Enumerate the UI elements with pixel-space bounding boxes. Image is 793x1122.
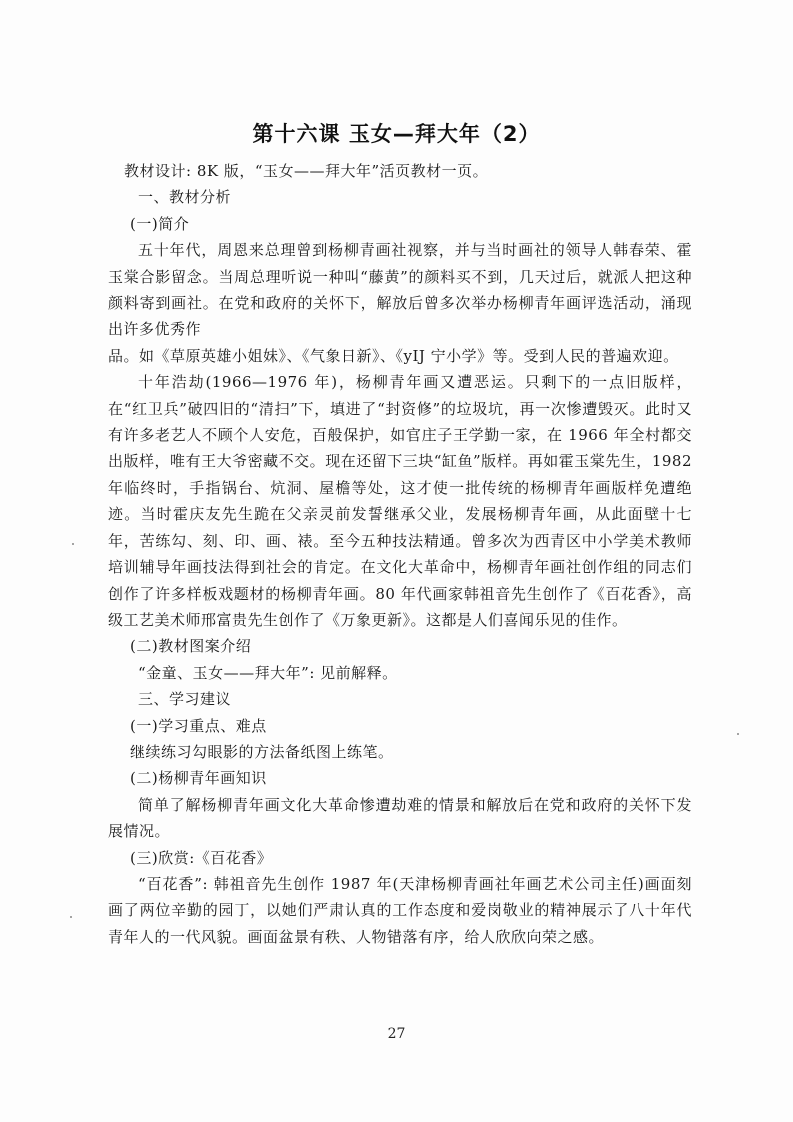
subsection-heading-pattern: (二)教材图案介绍 (130, 637, 252, 656)
scan-speck (72, 543, 74, 545)
pattern-description: “金童、玉女——拜大年”: 见前解释。 (138, 663, 398, 682)
material-design-line: 教材设计: 8K 版，“玉女——拜大年”活页教材一页。 (124, 162, 489, 180)
history-paragraph: 十年浩劫(1966—1976 年)，杨柳青年画又遭恶运。只剩下的一点旧版样，在“红卫兵”破四旧的“清扫”下，填进了“封资修”的垃圾坑，再一次惨遭毁灭。此时又有许多老艺人不顾个人安危，百般保护，如官庄子王学勤一家，在 1966 年全村都交出版样，唯有王大爷密藏不交。现在还留下三块“缸鱼”版样。再如霍玉棠先生，1982 年临终时，手指锅台、炕洞、屋檐等处，这才使一批传统的杨柳青年画版样免遭绝迹。当时霍庆友先生跪在父亲灵前发誓继承父业，发展杨柳青年画，从此面壁十七年，苦练勾、刻、印、画、裱。至今五种技法精通。曾多次为西青区中小学美术教师培训辅导年画技法得到社会的肯定。在文化大革命中，杨柳青年画社创作组的同志们创作了许多样板戏题材的杨柳青年画。80 年代画家韩祖音先生创作了《百花香》，高级工艺美术师邢富贵先生创作了《万象更新》。这都是人们喜闻乐见的佳作。 (108, 373, 692, 629)
page-number: 27 (387, 1026, 406, 1042)
intro-paragraph: 五十年代，周恩来总理曾到杨柳青画社视察，并与当时画社的领导人韩春荣、霍玉棠合影留念。当周总理听说一种叫“藤黄”的颜料买不到，几天过后，就派人把这种颜料寄到画社。在党和政府的关怀下，解放后曾多次举办杨柳青年画评选活动，涌现出许多优秀作 (108, 241, 692, 339)
scan-speck (70, 916, 72, 918)
focus-text: 继续练习勾眼影的方法备纸图上练笔。 (130, 742, 394, 761)
subsection-heading-knowledge: (二)杨柳青年画知识 (130, 769, 267, 788)
intro-paragraph-continued: 品。如《草原英雄小姐妹》、《气象日新》、《yIJ 宁小学》等。受到人民的普遍欢迎。 (108, 346, 679, 365)
document-body (108, 158, 692, 950)
subsection-heading-intro: (一)简介 (130, 214, 190, 233)
section-heading-analysis: 一、教材分析 (138, 188, 232, 207)
subsection-heading-appreciation: (三)欣赏:《百花香》 (130, 848, 273, 867)
scan-speck (737, 733, 739, 735)
lesson-title: 第十六课 玉女—拜大年（2） (252, 122, 541, 146)
subsection-heading-focus: (一)学习重点、难点 (130, 716, 267, 735)
knowledge-text: 简单了解杨柳青年画文化大革命惨遭劫难的情景和解放后在党和政府的关怀下发展情况。 (108, 795, 692, 841)
appreciation-text: “百花香”: 韩祖音先生创作 1987 年(天津杨柳青画社年画艺术公司主任)画面刻画了两位辛勤的园丁，以她们严肃认真的工作态度和爱岗敬业的精神展示了八十年代青年人的一代风貌。画面盆景有秩、人物错落有序，给人欣欣向荣之感。 (108, 874, 692, 946)
section-heading-suggestions: 三、学习建议 (138, 690, 232, 709)
